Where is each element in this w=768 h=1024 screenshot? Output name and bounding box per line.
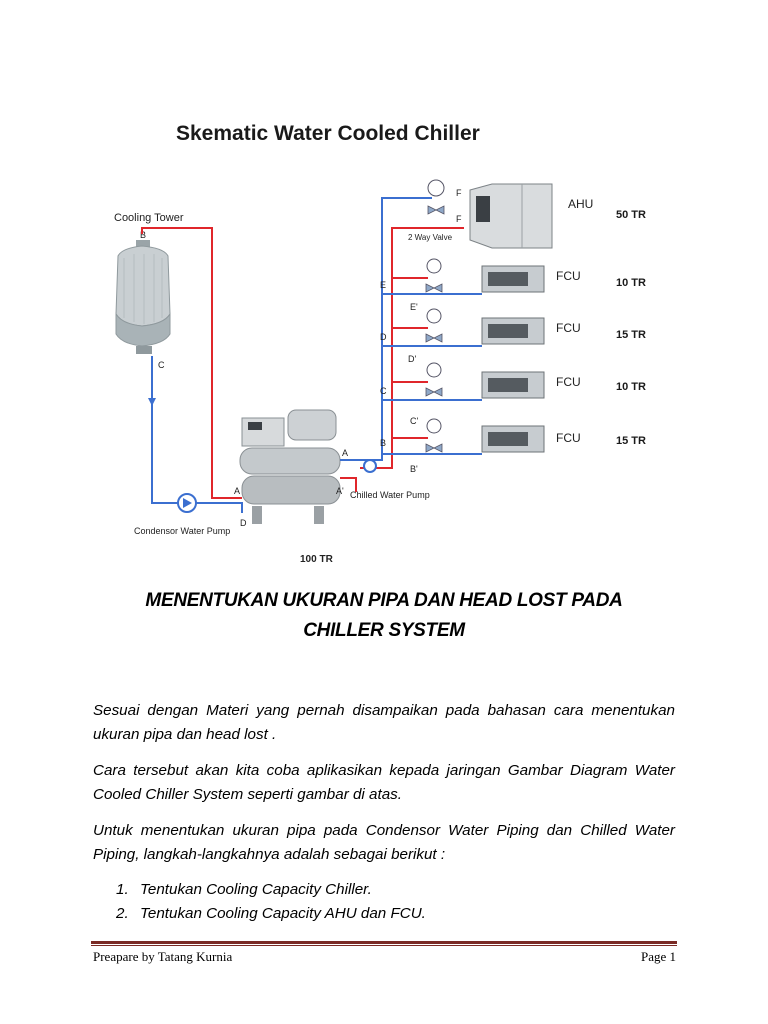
document-title-line-2: CHILLER SYSTEM bbox=[303, 620, 465, 641]
list-item bbox=[116, 902, 426, 926]
fcu-row-4 bbox=[382, 419, 544, 454]
cooling-tower-label: Cooling Tower bbox=[114, 212, 184, 224]
fcu-row-3 bbox=[382, 363, 544, 400]
cooling-tower-image bbox=[116, 240, 170, 354]
list-item-number: 1. bbox=[116, 881, 129, 898]
fcu-label-1: FCU bbox=[556, 269, 581, 283]
paragraph-1: Sesuai dengan Materi yang pernah disampaikan pada bahasan cara menentukan ukuran pipa dan head lost . bbox=[93, 702, 675, 743]
point-label-a: A bbox=[234, 486, 241, 496]
document-title bbox=[92, 586, 676, 646]
list-item-text: Tentukan Cooling Capacity AHU dan FCU. bbox=[140, 905, 426, 922]
list-item-text: Tentukan Cooling Capacity Chiller. bbox=[140, 881, 372, 898]
point-label-c-prime: C' bbox=[410, 416, 419, 426]
fcu-capacity-2: 15 TR bbox=[616, 329, 646, 341]
chilled-water-pump-label: Chilled Water Pump bbox=[350, 490, 430, 500]
document-title-line-1: MENENTUKAN UKURAN PIPA DAN HEAD LOST PADA bbox=[145, 590, 623, 611]
chilled-water-pump-icon bbox=[364, 460, 376, 472]
list-item bbox=[116, 878, 426, 902]
ahu-label: AHU bbox=[568, 197, 594, 211]
point-label-d-prime: D' bbox=[408, 354, 417, 364]
ahu-capacity-label: 50 TR bbox=[616, 209, 646, 221]
condensor-water-pump-icon bbox=[178, 494, 196, 512]
point-label-f: F bbox=[456, 188, 462, 198]
footer-rule-thin bbox=[91, 945, 677, 946]
footer-rule-thick bbox=[91, 941, 677, 944]
point-label-c: C bbox=[158, 360, 165, 370]
diagram-title: Skematic Water Cooled Chiller bbox=[176, 122, 480, 145]
point-label-d: D bbox=[240, 518, 247, 528]
fcu-capacity-3: 10 TR bbox=[616, 381, 646, 393]
steps-list bbox=[116, 878, 426, 926]
chiller-schematic-diagram bbox=[92, 88, 652, 568]
fcu-capacity-4: 15 TR bbox=[616, 435, 646, 447]
point-label-b2: B bbox=[380, 438, 387, 448]
point-label-c2: C bbox=[380, 386, 387, 396]
paragraph-3: Untuk menentukan ukuran pipa pada Condensor Water Piping dan Chilled Water Piping, langkah-langkahnya adalah sebagai berikut : bbox=[93, 822, 675, 863]
chiller-capacity-label: 100 TR bbox=[300, 554, 333, 565]
point-label-a2: A bbox=[342, 448, 349, 458]
fcu-label-2: FCU bbox=[556, 321, 581, 335]
point-label-d2: D bbox=[380, 332, 387, 342]
footer-author: Preapare by Tatang Kurnia bbox=[93, 949, 233, 964]
point-label-e-prime: E' bbox=[410, 302, 418, 312]
paragraph-2: Cara tersebut akan kita coba aplikasikan kepada jaringan Gambar Diagram Water Cooled Chiller System seperti gambar di atas. bbox=[93, 762, 675, 803]
fcu-capacity-1: 10 TR bbox=[616, 277, 646, 289]
list-item-number: 2. bbox=[116, 905, 129, 922]
condensor-water-pump-label: Condensor Water Pump bbox=[134, 526, 231, 536]
point-label-a-prime: A' bbox=[336, 486, 344, 496]
fcu-row-2 bbox=[382, 309, 544, 346]
point-label-e: E bbox=[380, 280, 387, 290]
point-label-b-top: B bbox=[140, 230, 147, 240]
chiller-image bbox=[240, 410, 340, 524]
fcu-row-1 bbox=[382, 259, 544, 294]
fcu-label-3: FCU bbox=[556, 375, 581, 389]
point-label-f2: F bbox=[456, 214, 462, 224]
two-way-valve-label: 2 Way Valve bbox=[408, 233, 453, 242]
fcu-label-4: FCU bbox=[556, 431, 581, 445]
point-label-b-prime: B' bbox=[410, 464, 418, 474]
footer-page-number: Page 1 bbox=[640, 949, 676, 964]
